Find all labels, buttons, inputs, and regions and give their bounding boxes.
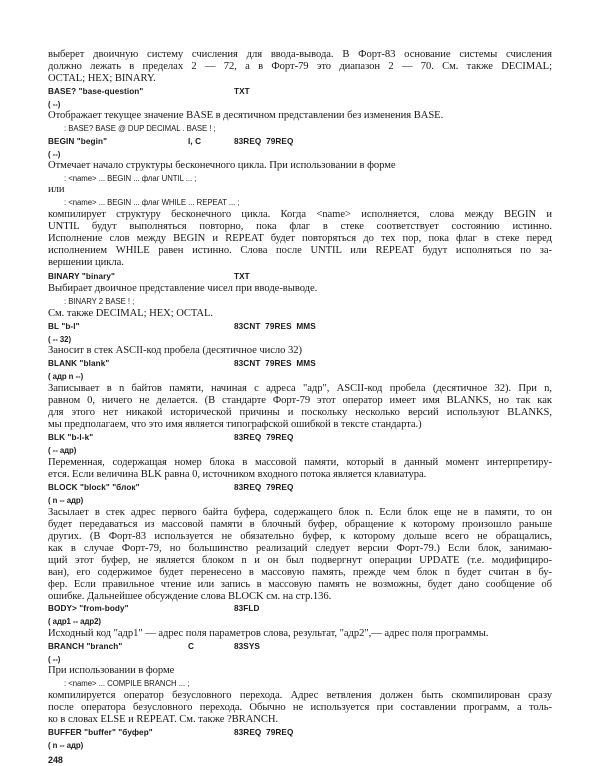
entry-standards: 83SYS (234, 642, 260, 651)
text-line (48, 543, 552, 555)
text-line-text: выберет двоичную систему счисления для ввода-вывода. В Форт-83 основание системы счисления (48, 49, 552, 60)
text-line (48, 233, 552, 245)
text-line-text: Отмечает начало структуры бесконечного цикла. При использовании в форме (48, 160, 396, 171)
glossary-entry-header-text: BLK "b-l-k" (48, 433, 94, 442)
text-line-text: равном 0, ничего не делается. (В стандарте Форт-79 этот оператор имеет имя BLANKS, но так как (48, 395, 552, 406)
text-line (48, 209, 552, 221)
text-line-text: Записывает в n байтов памяти, начиная с адреса "адр", ASCII-код пробела (десятичное 32). При n, (48, 383, 552, 394)
entry-standards: 83CNT 79RES MMS (234, 359, 316, 368)
entry-attributes: I, C (188, 137, 202, 146)
glossary-entry-header (48, 432, 294, 444)
glossary-entry-header-text: BODY> "from-body" (48, 604, 129, 613)
stack-notation (48, 616, 101, 628)
stack-notation-text: ( n -- адр) (48, 741, 84, 750)
stack-notation-text: ( адр1 -- адр2) (48, 617, 101, 626)
stack-notation-text: ( n -- адр) (48, 496, 84, 505)
text-line (48, 160, 396, 172)
entry-standards: 83REQ 79REQ (234, 137, 294, 146)
text-line (48, 419, 422, 431)
stack-notation-text: ( адр n --) (48, 372, 84, 381)
text-line (48, 591, 331, 603)
text-line-text: Исполнение слов между BEGIN и REPEAT будет повторяться до тех пор, пока флаг в стеке перед (48, 233, 552, 244)
text-line (48, 49, 552, 61)
text-line-text: для этого нет никакой исторической причины и поскольку несколько версий используют BLANKS, (48, 407, 552, 418)
entry-standards: TXT (234, 272, 250, 281)
text-line (48, 457, 552, 469)
entry-standards: 83REQ 79REQ (234, 483, 294, 492)
text-line-text: мы предполагаем, что это имя является типографской ошибкой в тексте стандарта.) (48, 419, 422, 430)
text-line-text: ется. Если величина BLK равна 0, источником входного потока является клавиатура. (48, 469, 427, 480)
text-line (48, 184, 64, 196)
text-line (48, 628, 488, 640)
stack-notation (48, 495, 83, 507)
text-line-text: См. также DECIMAL; HEX; OCTAL. (48, 308, 214, 319)
code-example (64, 296, 134, 308)
text-line-text: исполнением WHILE равен истинно. Слова после UNTIL или REPEAT будут исполняться по за- (48, 245, 552, 256)
glossary-entry-header-text: BL "b-l" (48, 322, 80, 331)
text-line-text: должно лежать в пределах 2 — 72, а в Форт-79 это диапазон 2 — 70. См. также DECIMAL; (48, 61, 552, 72)
glossary-entry-header-text: BUFFER "buffer" "буфер" (48, 728, 153, 737)
code-example-text: : <name> ... BEGIN ... флаг WHILE ... REPEAT ... ; (64, 198, 240, 207)
text-line (48, 73, 156, 85)
text-line-text: Переменная, содержащая номер блока в массовой памяти, который в данный момент интерпретиру- (48, 457, 552, 468)
text-line (48, 469, 426, 481)
glossary-entry-header-text: BEGIN "begin" (48, 137, 108, 146)
text-line (48, 531, 552, 543)
text-line-text: компилируется оператор безусловного перехода. Адрес ветвления должен быть скомпилирован сразу (48, 690, 552, 701)
text-line (48, 245, 552, 257)
code-example-text: : BINARY 2 BASE ! ; (64, 297, 135, 306)
glossary-entry-header (48, 358, 316, 370)
entry-standards: 83REQ 79REQ (234, 433, 294, 442)
text-line-text: Засылает в стек адрес первого байта буфера, содержащего блок n. Если блок еще не в памяти, то он (48, 507, 552, 518)
glossary-entry-header (48, 136, 294, 148)
text-line-text: щий этот буфер, не является блоком n и он был подвергнут операции UPDATE (т.е. модифициро- (48, 555, 552, 566)
text-line (48, 61, 552, 73)
text-line (48, 257, 124, 269)
stack-notation-text: ( --) (48, 150, 61, 159)
text-line-text: UNTIL будут выполняться повторно, пока флаг в стеке соответствует состоянию истинно. (48, 221, 552, 232)
glossary-entry-header (48, 603, 260, 615)
code-example (64, 173, 196, 185)
text-line (48, 221, 552, 233)
text-line-text: ко в словах ELSE и REPEAT. См. также ?BRANCH. (48, 714, 279, 725)
code-example-text: : BASE? BASE @ DUP DECIMAL . BASE ! ; (64, 124, 216, 133)
stack-notation-text: ( --) (48, 655, 61, 664)
glossary-entry-header-text: BASE? "base-question" (48, 87, 144, 96)
text-line-text: OCTAL; HEX; BINARY. (48, 73, 156, 84)
glossary-entry-header (48, 641, 260, 653)
code-example-text: : <name> ... COMPILE BRANCH ... ; (64, 679, 190, 688)
text-line (48, 283, 317, 295)
glossary-entry-header-text: BLOCK "block" "блок" (48, 483, 140, 492)
code-example (64, 123, 216, 135)
stack-notation-text: ( -- адр) (48, 446, 77, 455)
text-line-text: Отображает текущее значение BASE в десятичном представлении без изменения BASE. (48, 110, 444, 121)
text-line-text: как в случае Форт-79, но большинство реализаций следует версии Форт-79.) Если блок, занимаю- (48, 543, 552, 554)
glossary-entry-header (48, 271, 250, 283)
text-line (48, 714, 278, 726)
stack-notation-text: ( -- 32) (48, 335, 71, 344)
glossary-entry-header (48, 321, 316, 333)
text-line-text: после оператора безусловного перехода. Обычно не используется при составлении программ, а толь- (48, 702, 552, 713)
text-line-text: фер. Если правильное чтение или запись в массовую память не возможны, будет дано сообщение об (48, 579, 552, 590)
code-example (64, 678, 189, 690)
glossary-entry-header (48, 482, 294, 494)
text-line (48, 308, 213, 320)
text-line (48, 690, 552, 702)
text-line (48, 567, 552, 579)
text-line-text: Выбирает двоичное представление чисел при вводе-выводе. (48, 283, 318, 294)
stack-notation (48, 445, 76, 457)
page-number-text: 248 (48, 755, 63, 765)
entry-attributes: C (188, 642, 195, 651)
text-line-text: других. (В Форт-83 используется не обязательно буфер, к которому дольше всего не обращались, (48, 531, 552, 542)
text-line (48, 507, 552, 519)
page-number (48, 754, 63, 766)
text-line-text: компилирует структуру бесконечного цикла. Когда <name> исполняется, слова между BEGIN и (48, 209, 552, 220)
entry-standards: 83CNT 79RES MMS (234, 322, 316, 331)
text-line (48, 665, 174, 677)
glossary-entry-header-text: BLANK "blank" (48, 359, 110, 368)
glossary-entry-header (48, 727, 294, 739)
text-line-text: или (48, 184, 65, 195)
glossary-entry-header-text: BINARY "binary" (48, 272, 116, 281)
stack-notation (48, 740, 83, 752)
stack-notation (48, 371, 83, 383)
text-line (48, 519, 552, 531)
text-line (48, 407, 552, 419)
entry-standards: 83REQ 79REQ (234, 728, 294, 737)
entry-standards: TXT (234, 87, 250, 96)
glossary-entry-header-text: BRANCH "branch" (48, 642, 123, 651)
text-line-text: будет передаваться из массовой памяти в блочный буфер, обращение к которому произошло раньше (48, 519, 552, 530)
text-line-text: ван), его содержимое будет перенесено в массовую память, прежде чем блок n будет считан в бу- (48, 567, 552, 578)
code-example (64, 197, 240, 209)
entry-standards: 83FLD (234, 604, 260, 613)
text-line-text: При использовании в форме (48, 665, 175, 676)
glossary-entry-header (48, 86, 250, 98)
stack-notation-text: ( --) (48, 100, 61, 109)
text-line (48, 702, 552, 714)
text-line-text: Исходный код "адр1" — адрес поля параметров слова, результат, "адр2",— адрес поля программы. (48, 628, 489, 639)
text-line (48, 555, 552, 567)
code-example-text: : <name> ... BEGIN ... флаг UNTIL ... ; (64, 174, 197, 183)
text-line-text: ошибке. Дальнейшее обсуждение слова BLOCK см. на стр.136. (48, 591, 332, 602)
text-line (48, 395, 552, 407)
text-line (48, 579, 552, 591)
text-line (48, 383, 552, 395)
text-line-text: Заносит в стек ASCII-код пробела (десятичное число 32) (48, 345, 302, 356)
text-line (48, 110, 443, 122)
text-line (48, 345, 302, 357)
text-line-text: вершении цикла. (48, 257, 124, 268)
